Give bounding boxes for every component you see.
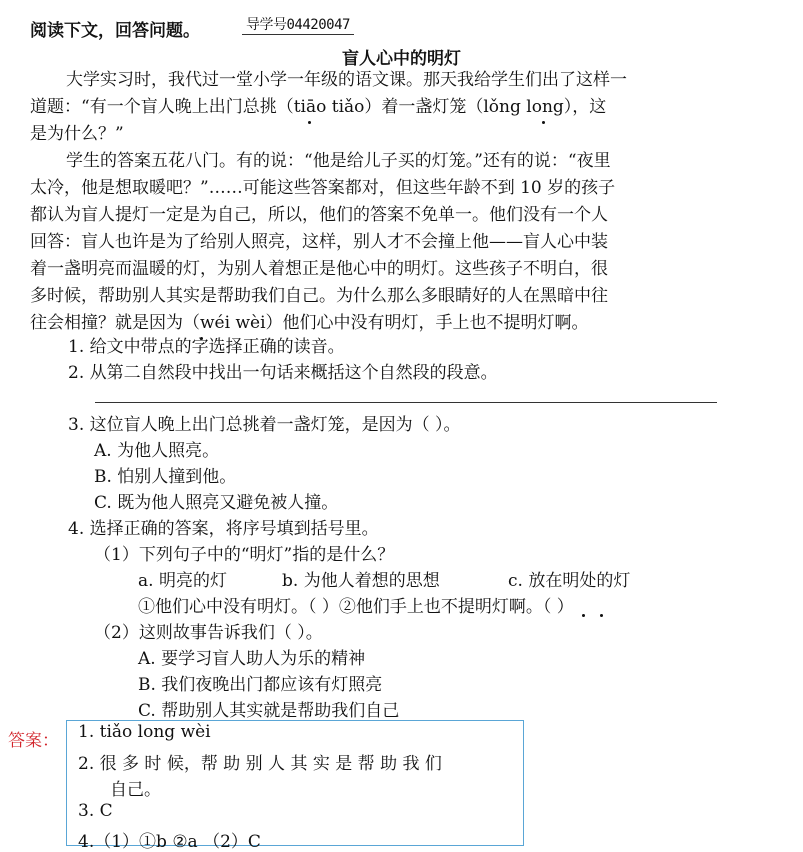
q4-1-choice-a: a. 明亮的灯 <box>138 571 227 591</box>
paragraph-line: 多时候，帮助别人其实是帮助我们自己。为什么那么多眼睛好的人在黑暗中往 <box>30 286 608 306</box>
question-2: 2. 从第二自然段中找出一句话来概括这个自然段的段意。 <box>68 363 498 383</box>
q4-1-blanks: ①他们心中没有明灯。（ ）②他们手上也不提明灯啊。（ ） <box>138 597 574 617</box>
paragraph-line: 往会相撞？就是因为（wéi wèi）他们心中没有明灯，手上也不提明灯啊。 <box>30 313 589 333</box>
paragraph-line: 大学实习时，我代过一堂小学一年级的语文课。那天我给学生们出了这样一 <box>66 70 627 90</box>
q3-option-a: A. 为他人照亮。 <box>94 441 220 461</box>
paragraph-line: 着一盏明亮而温暖的灯，为别人着想正是他心中的明灯。这些孩子不明白，很 <box>30 259 608 279</box>
q3-option-c: C. 既为他人照亮又避免被人撞。 <box>94 493 339 513</box>
answer-label: 答案： <box>8 731 59 751</box>
paragraph-line: 是为什么？” <box>30 124 124 144</box>
question-4: 4. 选择正确的答案，将序号填到括号里。 <box>68 519 379 539</box>
paragraph-line: 太冷，他是想取暖吧？”……可能这些答案都对，但这些年龄不到 10 岁的孩子 <box>30 178 616 198</box>
answer-3: 3. C <box>78 801 113 821</box>
article-title: 盲人心中的明灯 <box>342 49 461 69</box>
paragraph-line: 道题：“有一个盲人晚上出门总挑（tiāo tiǎo）着一盏灯笼（lǒng long），这 <box>30 97 607 117</box>
q4-2-option-c: C. 帮助别人其实就是帮助我们自己 <box>138 701 400 721</box>
emphasis-dot <box>582 614 585 617</box>
answer-4: 4.（1）①b ②a （2）C <box>78 832 261 852</box>
q4-2-option-b: B. 我们夜晚出门都应该有灯照亮 <box>138 675 383 695</box>
paragraph-1 <box>30 67 722 148</box>
guide-code: 导学号04420047 <box>242 14 354 35</box>
answer-2-line-1: 2. 很 多 时 候，帮 助 别 人 其 实 是 帮 助 我 们 <box>78 754 442 774</box>
q4-1-choice-c: c. 放在明处的灯 <box>508 571 631 591</box>
question-1: 1. 给文中带点的字选择正确的读音。 <box>68 337 345 357</box>
paragraph-line: 学生的答案五花八门。有的说：“他是给儿子买的灯笼。”还有的说：“夜里 <box>66 151 611 171</box>
paragraph-line: 回答：盲人也许是为了给别人照亮，这样，别人才不会撞上他——盲人心中装 <box>30 232 608 252</box>
paragraph-2 <box>30 148 722 337</box>
paragraph-line: 都认为盲人提灯一定是为自己，所以，他们的答案不免单一。他们没有一个人 <box>30 205 608 225</box>
instruction-text: 阅读下文，回答问题。 <box>30 21 200 41</box>
question-3: 3. 这位盲人晚上出门总挑着一盏灯笼，是因为（ ）。 <box>68 415 461 435</box>
question-4-1: （1）下列句子中的“明灯”指的是什么？ <box>94 545 395 565</box>
answer-2-line-2: 自己。 <box>110 780 161 800</box>
emphasis-dot <box>542 121 545 124</box>
emphasis-dot <box>308 121 311 124</box>
q4-1-choice-b: b. 为他人着想的思想 <box>282 571 440 591</box>
answer-line <box>95 402 717 403</box>
emphasis-dot <box>600 614 603 617</box>
question-4-2: （2）这则故事告诉我们（ ）。 <box>94 623 323 643</box>
q3-option-b: B. 怕别人撞到他。 <box>94 467 237 487</box>
answer-1: 1. tiǎo long wèi <box>78 722 211 742</box>
q4-2-option-a: A. 要学习盲人助人为乐的精神 <box>138 649 366 669</box>
